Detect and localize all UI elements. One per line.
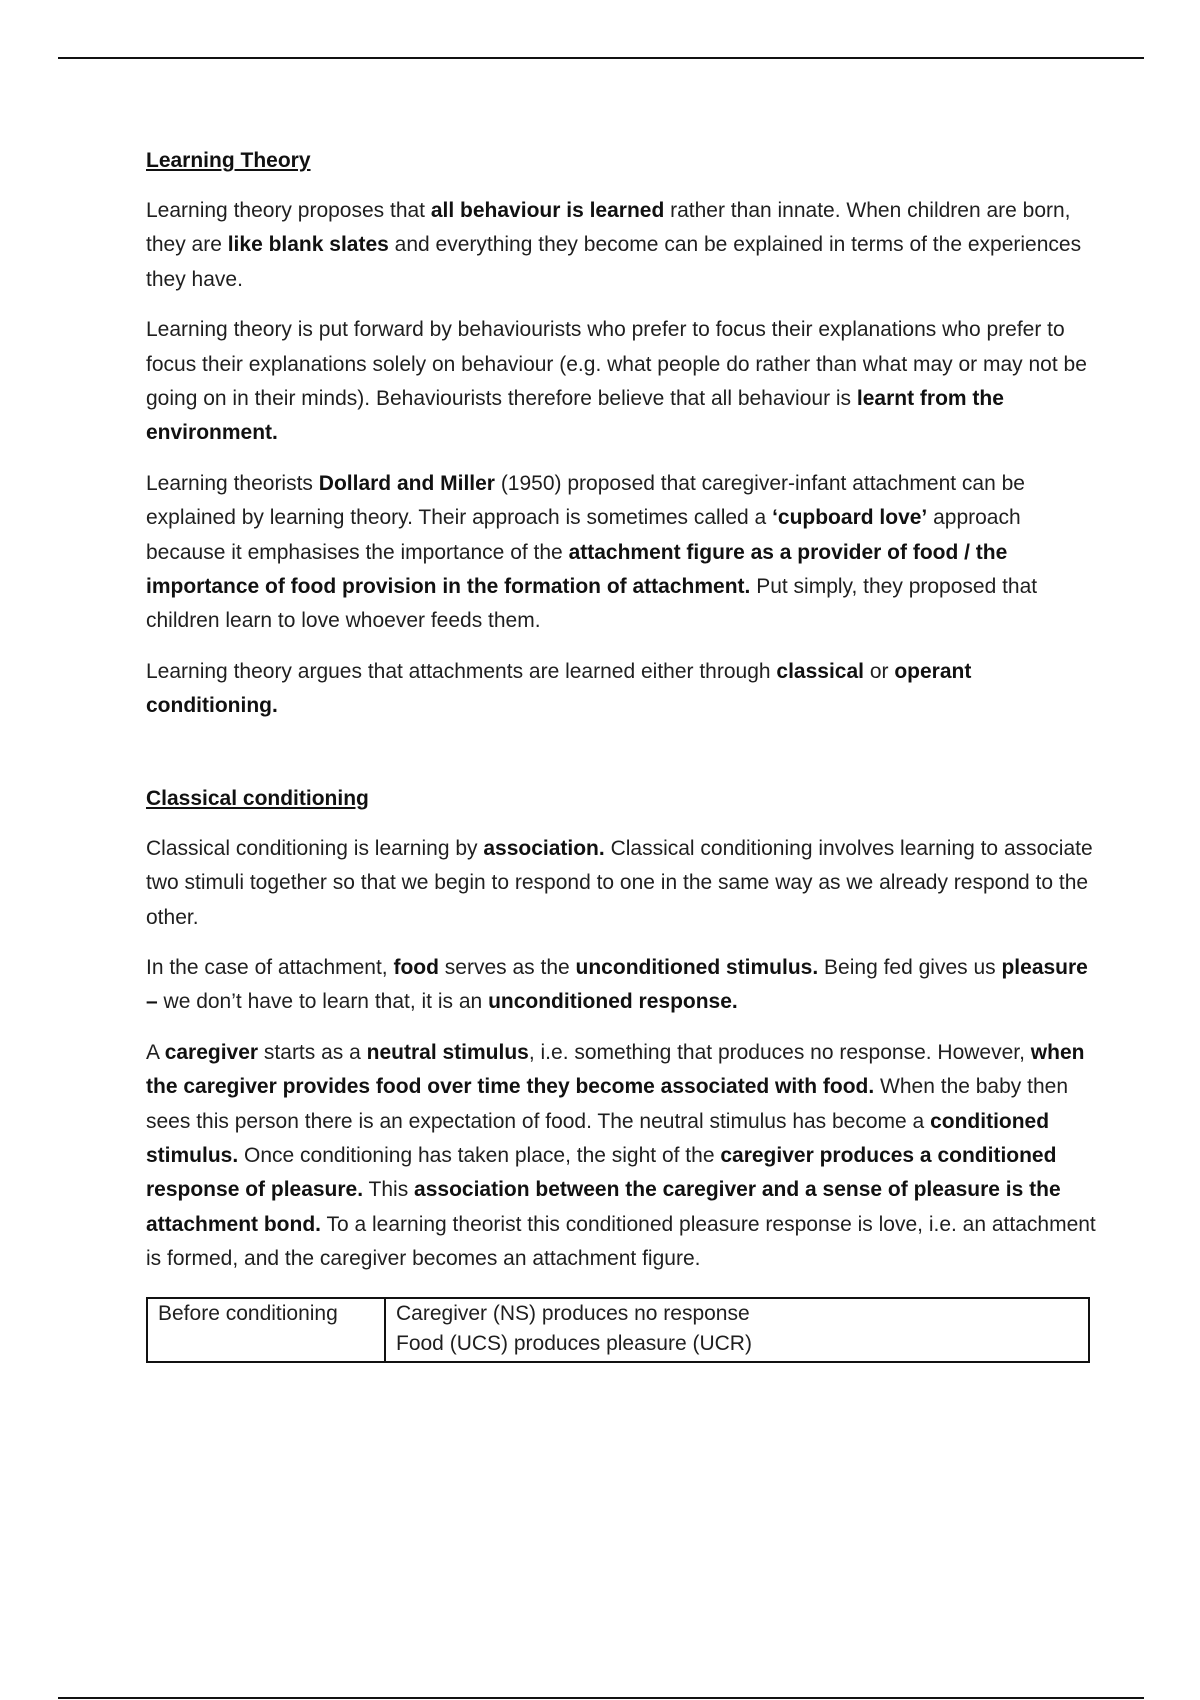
heading-learning-theory: Learning Theory xyxy=(146,149,311,172)
text-run: To a learning theorist this conditioned pleasure response is love, i.e. an attachment is formed, and the caregiver becomes an attachment figure. xyxy=(146,1212,1096,1271)
text-run: Learning theory argues that attachments are learned either through xyxy=(146,659,777,683)
text-run: approach because it emphasises the importance of the xyxy=(146,506,1021,564)
table-cell-line: Caregiver (NS) produces no response xyxy=(396,1301,750,1325)
text-run: Being fed gives us xyxy=(818,955,1002,979)
bold-text: unconditioned response. xyxy=(488,990,738,1014)
text-run: Learning theorists xyxy=(146,471,319,495)
paragraph xyxy=(146,313,1096,451)
table-cell-content xyxy=(385,1298,1089,1362)
bold-text: neutral stimulus xyxy=(366,1040,529,1064)
header-rule xyxy=(58,57,1144,59)
paragraph xyxy=(146,951,1096,1020)
text-run: , i.e. something that produces no response. However, xyxy=(528,1040,1031,1064)
bold-text: unconditioned stimulus. xyxy=(575,955,819,979)
bold-text: like blank slates xyxy=(227,233,389,257)
document-body xyxy=(146,144,1096,1363)
bold-text: ‘cupboard love’ xyxy=(772,506,928,530)
bold-text: when the caregiver provides food over time they become associated with food. xyxy=(146,1040,1085,1099)
text-run: or xyxy=(864,659,895,683)
text-run: When the baby then sees this person there is an expectation of food. The neutral stimulus has become a xyxy=(146,1075,1069,1133)
section-classical-conditioning xyxy=(146,782,1096,1363)
paragraph xyxy=(146,467,1096,639)
text-run: (1950) proposed that caregiver-infant attachment can be explained by learning theory. Their approach is sometimes called a xyxy=(146,471,1025,530)
text-run: starts as a xyxy=(258,1040,367,1064)
text-run: rather than innate. When children are born, they are xyxy=(146,199,1071,257)
bold-text: conditioned stimulus. xyxy=(146,1109,1050,1167)
text-run: A xyxy=(146,1040,165,1064)
section-learning-theory xyxy=(146,144,1096,724)
paragraph xyxy=(146,194,1096,297)
text-run: Classical conditioning is learning by xyxy=(146,836,484,860)
paragraph xyxy=(146,655,1096,724)
text-run: we don’t have to learn that, it is an xyxy=(157,990,489,1014)
bold-text: association between the caregiver and a sense of pleasure is the attachment bond. xyxy=(146,1178,1061,1236)
bold-text: learnt from the environment. xyxy=(146,387,1004,445)
text-run: Once conditioning has taken place, the sight of the xyxy=(238,1143,721,1167)
text-run: Learning theory is put forward by behaviourists who prefer to focus their explanations who prefer to focus their explanations solely on behaviour (e.g. what people do rather than what may or may not be going on in their minds). Behaviourists therefore believe that all behaviour is xyxy=(146,318,1087,411)
bold-text: attachment figure as a provider of food / the importance of food provision in the formation of attachment. xyxy=(146,540,1008,599)
text-run: This xyxy=(363,1178,415,1202)
bold-text: Dollard and Miller xyxy=(318,471,495,495)
text-run: and everything they become can be explained in terms of the experiences they have. xyxy=(146,233,1082,291)
table-row xyxy=(147,1298,1089,1362)
heading-classical-conditioning: Classical conditioning xyxy=(146,786,369,810)
bold-text: food xyxy=(393,955,439,979)
bold-text: caregiver produces a conditioned response of pleasure. xyxy=(146,1143,1057,1202)
bold-text: classical xyxy=(776,659,864,683)
text-run: In the case of attachment, xyxy=(146,955,394,979)
text-run: Classical conditioning involves learning to associate two stimuli together so that we begin to respond to one in the same way as we already respond to the other. xyxy=(146,836,1093,929)
bold-text: all behaviour is learned xyxy=(430,199,665,222)
bold-text: pleasure – xyxy=(146,955,1088,1014)
table-cell-line: Food (UCS) produces pleasure (UCR) xyxy=(396,1331,752,1355)
text-run: Put simply, they proposed that children learn to love whoever feeds them. xyxy=(146,575,1038,633)
text-run: serves as the xyxy=(438,955,576,979)
conditioning-table xyxy=(146,1297,1090,1363)
bold-text: operant conditioning. xyxy=(146,659,972,718)
text-run: Learning theory proposes that xyxy=(146,199,431,222)
table-cell-label: Before conditioning xyxy=(147,1298,385,1362)
paragraph xyxy=(146,1036,1096,1277)
footer-rule xyxy=(58,1697,1144,1699)
bold-text: caregiver xyxy=(164,1040,259,1064)
bold-text: association. xyxy=(483,836,605,860)
paragraph xyxy=(146,832,1096,935)
